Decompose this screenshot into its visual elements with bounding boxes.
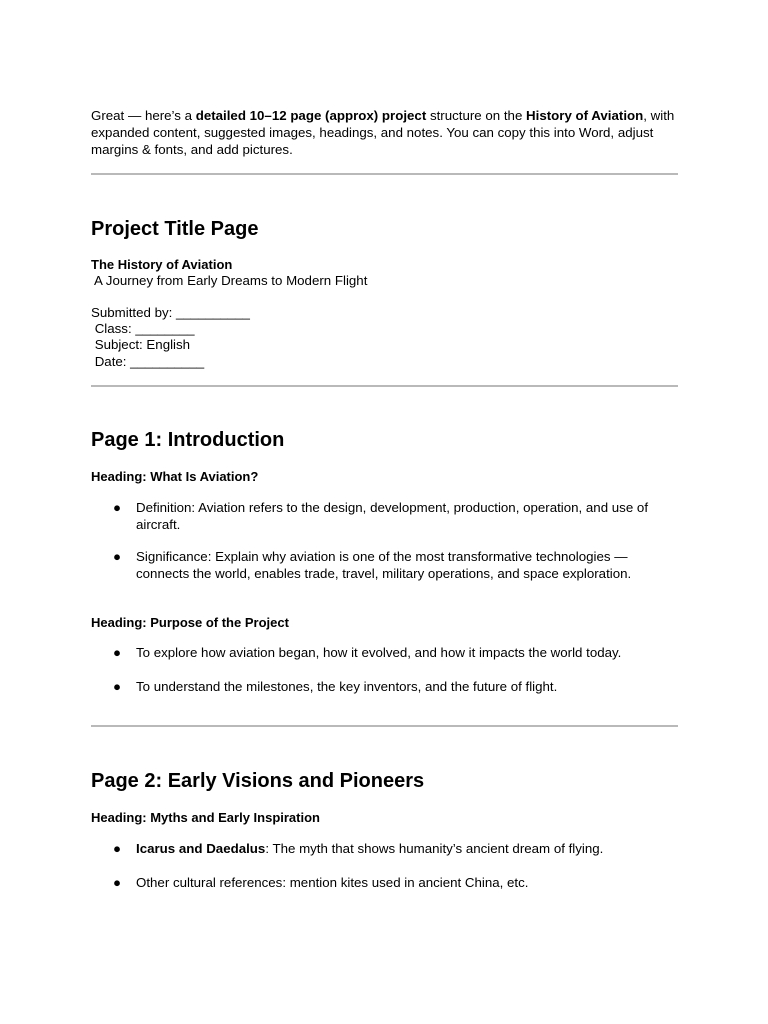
submitted-by-line: Submitted by: __________ bbox=[91, 305, 250, 320]
subheading-what-is-aviation: Heading: What Is Aviation? bbox=[91, 469, 259, 484]
list-item bbox=[113, 679, 673, 696]
subheading-myths: Heading: Myths and Early Inspiration bbox=[91, 810, 320, 825]
project-title: The History of Aviation bbox=[91, 257, 233, 272]
divider bbox=[91, 725, 678, 727]
bullet-marker: ● bbox=[113, 875, 122, 890]
bullet-marker: ● bbox=[113, 645, 122, 660]
bullet-marker: ● bbox=[113, 549, 122, 564]
list-item-text: Other cultural references: mention kites used in ancient China, etc. bbox=[136, 875, 529, 890]
section-heading-title-page: Project Title Page bbox=[91, 218, 259, 240]
project-subtitle: A Journey from Early Dreams to Modern Flight bbox=[91, 273, 368, 288]
section-heading-page-1: Page 1: Introduction bbox=[91, 429, 285, 451]
list-item bbox=[113, 841, 673, 858]
list-item-text: Definition: Aviation refers to the design, development, production, operation, and use of aircraft. bbox=[136, 500, 649, 532]
intro-bold-project: detailed 10–12 page (approx) project bbox=[195, 108, 427, 123]
list-item-text bbox=[136, 841, 673, 858]
list-item bbox=[113, 500, 673, 533]
subject-line: Subject: English bbox=[91, 337, 191, 352]
list-item-text: To understand the milestones, the key inventors, and the future of flight. bbox=[136, 679, 558, 694]
subheading-purpose: Heading: Purpose of the Project bbox=[91, 615, 289, 630]
intro-paragraph bbox=[91, 107, 681, 158]
divider bbox=[91, 385, 678, 387]
bullet-marker: ● bbox=[113, 500, 122, 515]
list-item-text: Significance: Explain why aviation is one of the most transformative technologies — connects the world, enables trade, travel, military operations, and space exploration. bbox=[136, 549, 632, 581]
list-item bbox=[113, 875, 673, 892]
bullet-marker: ● bbox=[113, 679, 122, 694]
intro-text-2: structure on the bbox=[426, 108, 527, 123]
date-line: Date: __________ bbox=[91, 354, 205, 369]
list-item-bold-term: Icarus and Daedalus bbox=[136, 841, 266, 856]
bullet-marker: ● bbox=[113, 841, 122, 856]
list-item-rest: : The myth that shows humanity’s ancient dream of flying. bbox=[265, 841, 604, 856]
list-item bbox=[113, 549, 673, 582]
intro-bold-topic: History of Aviation bbox=[526, 108, 644, 123]
list-item bbox=[113, 645, 673, 662]
intro-text-1: Great — here’s a bbox=[91, 108, 196, 123]
list-item-text: To explore how aviation began, how it evolved, and how it impacts the world today. bbox=[136, 645, 622, 660]
class-line: Class: ________ bbox=[91, 321, 195, 336]
section-heading-page-2: Page 2: Early Visions and Pioneers bbox=[91, 770, 425, 792]
divider bbox=[91, 173, 678, 175]
intro-text-3: , with expanded content, suggested images, headings, and notes. You can copy this into Word, adjust margins & fonts, and add pictures. bbox=[91, 108, 675, 157]
